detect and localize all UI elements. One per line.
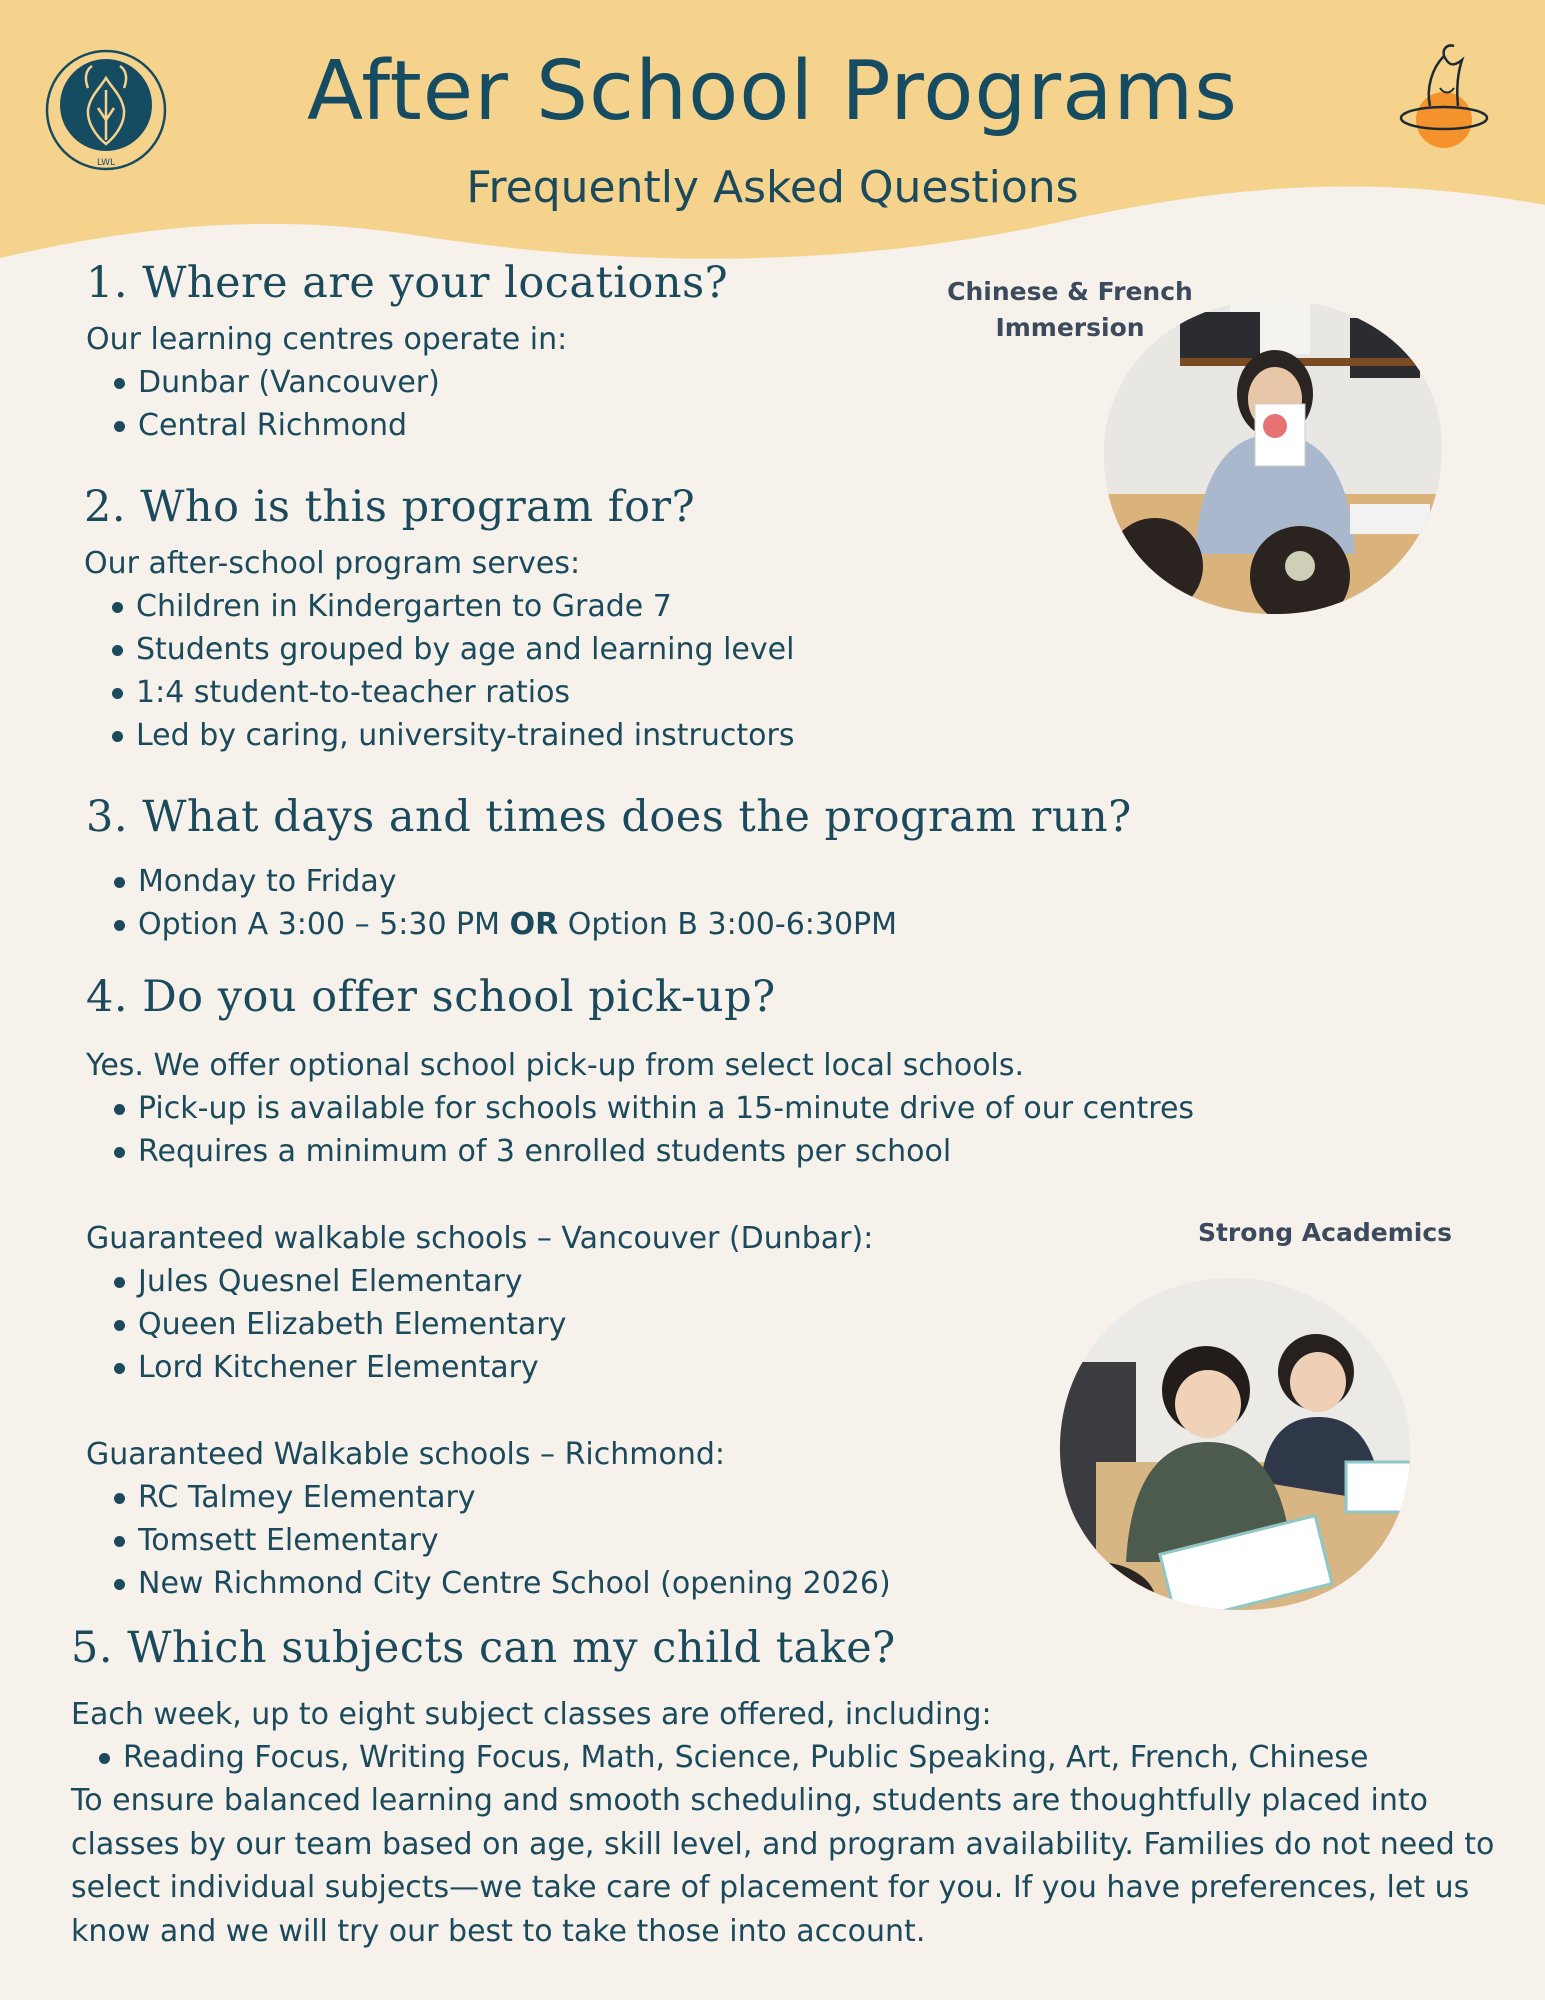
q5-list — [71, 1736, 1371, 1779]
list-item: Led by caring, university-trained instructors — [84, 714, 1384, 757]
option-b-text: Option B 3:00-6:30PM — [558, 907, 898, 942]
q4-title: 4. Do you offer school pick-up? — [86, 972, 776, 1022]
list-item: Requires a minimum of 3 enrolled students per school — [86, 1130, 1386, 1173]
list-item: 1:4 student-to-teacher ratios — [84, 671, 1384, 714]
photo-label-academics: Strong Academics — [1197, 1218, 1453, 1247]
page-title: After School Programs — [307, 44, 1238, 139]
q4-list — [86, 1087, 1386, 1173]
list-item: RC Talmey Elementary — [86, 1476, 1386, 1519]
faq-q5 — [71, 1623, 1495, 1953]
photo-label-immersion-line2: Immersion — [995, 313, 1145, 342]
list-item: Reading Focus, Writing Focus, Math, Science, Public Speaking, Art, French, Chinese — [71, 1736, 1371, 1779]
list-item — [86, 903, 1386, 946]
list-item: Monday to Friday — [86, 860, 1386, 903]
list-item: Queen Elizabeth Elementary — [86, 1303, 1386, 1346]
academics-students-photo — [1056, 1272, 1416, 1614]
q1-list — [86, 361, 1386, 447]
faq-q1 — [86, 258, 1386, 447]
q3-title: 3. What days and times does the program run? — [86, 792, 1132, 842]
richmond-heading: Guaranteed Walkable schools – Richmond: — [86, 1437, 726, 1472]
list-item: Students grouped by age and learning level — [84, 628, 1384, 671]
logo-lettering: LWL — [96, 158, 116, 168]
q5-title: 5. Which subjects can my child take? — [71, 1623, 896, 1673]
list-item: Tomsett Elementary — [86, 1519, 1386, 1562]
list-item: Children in Kindergarten to Grade 7 — [84, 585, 1384, 628]
list-item: Pick-up is available for schools within a 15-minute drive of our centres — [86, 1087, 1386, 1130]
q2-list — [84, 585, 1384, 757]
or-text: OR — [509, 907, 559, 942]
q2-intro: Our after-school program serves: — [84, 546, 581, 581]
list-item: Lord Kitchener Elementary — [86, 1346, 1386, 1389]
header-band — [0, 0, 1545, 280]
option-a-text: Option A 3:00 – 5:30 PM — [138, 907, 510, 942]
vancouver-heading: Guaranteed walkable schools – Vancouver (Dunbar): — [86, 1221, 874, 1256]
q2-title: 2. Who is this program for? — [84, 482, 696, 532]
list-item: Dunbar (Vancouver) — [86, 361, 1386, 404]
list-item: Central Richmond — [86, 404, 1386, 447]
q1-title: 1. Where are your locations? — [86, 258, 729, 308]
q5-intro: Each week, up to eight subject classes are offered, including: — [71, 1697, 992, 1732]
page-subtitle: Frequently Asked Questions — [466, 162, 1079, 213]
q4-intro: Yes. We offer optional school pick-up from select local schools. — [86, 1048, 1025, 1083]
faq-q2 — [84, 482, 1384, 757]
list-item: New Richmond City Centre School (opening 2026) — [86, 1562, 1386, 1605]
q5-paragraph: To ensure balanced learning and smooth scheduling, students are thoughtfully placed into classes by our team based on age, skill level, and program availability. Families do not need to select individual subjects—we take care of placement for you. If you have preferences, let us know and we will try our best to take those into account. — [71, 1783, 1495, 1949]
photo-label-immersion-line1: Chinese & French — [947, 277, 1193, 306]
faq-q3 — [86, 792, 1386, 946]
list-item: Jules Quesnel Elementary — [86, 1260, 1386, 1303]
q3-list — [86, 860, 1386, 946]
q1-intro: Our learning centres operate in: — [86, 322, 568, 357]
